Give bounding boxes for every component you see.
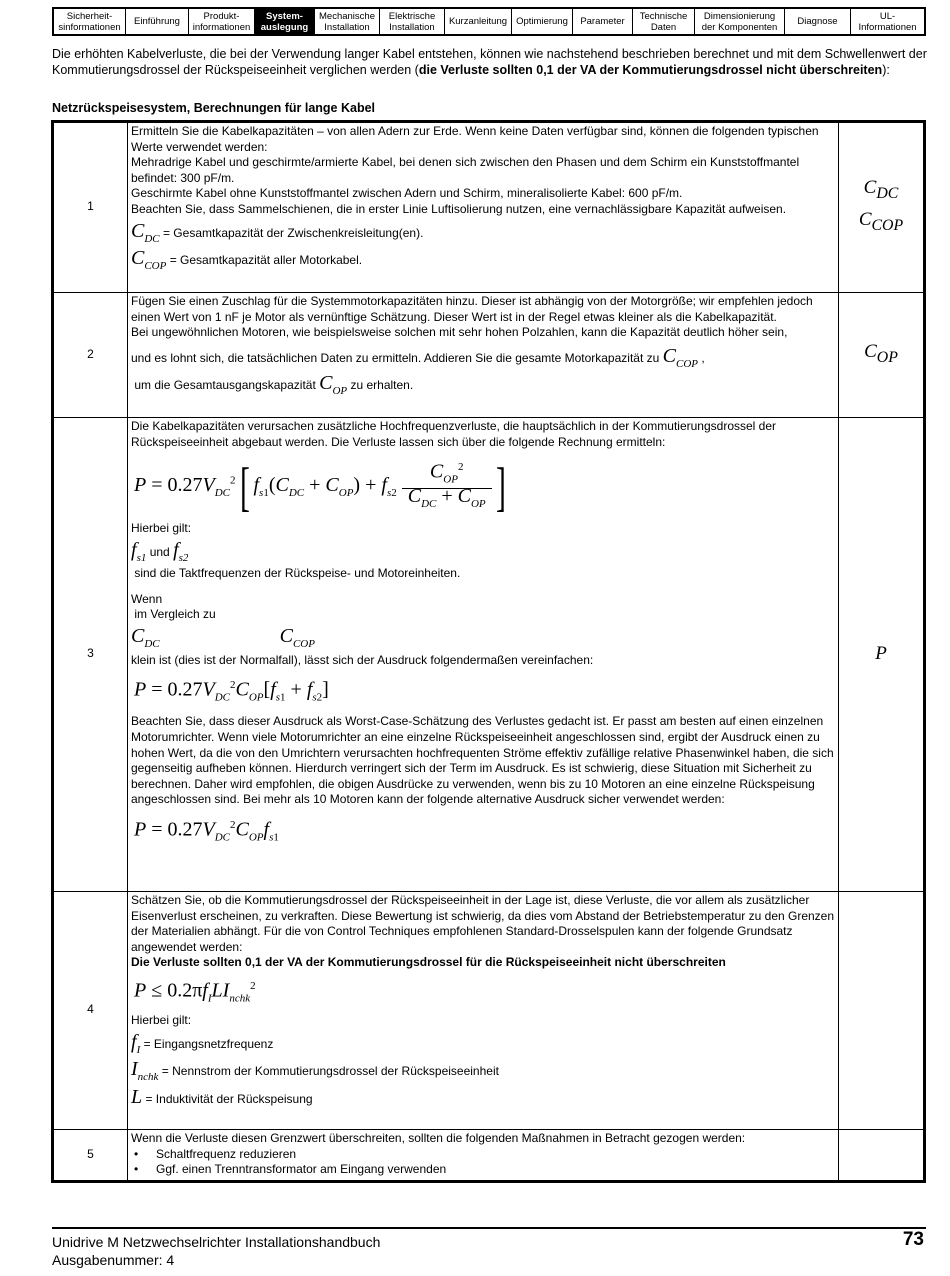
tab-optimierung[interactable]: Optimierung — [512, 9, 573, 34]
formula-simplified: $P = 0.27V_{DC}^2C_{OP}[f_{s1} + f_{s2}]$ — [134, 678, 329, 704]
step-number: 3 — [53, 418, 128, 892]
tab-produktinformationen[interactable]: Produkt- informationen — [189, 9, 255, 34]
step-result: $C_{DC}$ $C_{COP}$ — [839, 122, 925, 293]
list-item: • Ggf. einen Trenntransformator am Eingang verwenden — [131, 1162, 835, 1178]
tab-parameter[interactable]: Parameter — [573, 9, 633, 34]
step-description: Die Kabelkapazitäten verursachen zusätzliche Hochfrequenzverluste, die hauptsächlich in der Kommutierungsdrossel der Rückspeiseeinheit abgebaut werden. Die Verluste lassen sich über die folgende Rechnung ermitteln: $P = 0.27V_{DC}^2$[ $f_{s1}(C_{DC} + C_{OP}) + f_{s2}$ $\frac{C_{OP}^2}{C_{DC} + C_{OP}}$ ] Hierbei gilt: $f_{s1}$ und $f_{s2}$ sind die Taktfrequenzen der Rückspeise- und Motoreinheiten. Wenn im Vergleich zu $C_{DC}$ $C_{COP}$ klein ist (dies ist der Normalfall), lässt sich der Ausdruck folgendermaßen vereinfachen: $P = 0.27V_{DC}^2C_{OP}[f_{s1} + f_{s2}]$ Beachten Sie, dass dieser Ausdruck als Worst-Case-Schätzung des Verlustes gedacht ist. Er passt am besten auf einen einzelnen Motorumrichter. Wenn viele Motorumrichter an eine einzelne Rückspeiseeinheit angeschlossen sind, ergibt der Ausdruck einen zu hohen Wert, da die von den Umrichtern verursachten hochfrequenten Ströme effektiv zufällige relative Phasenwinkel haben, die sich gegenseitig aufheben können. Hierdurch verringert sich der Term im Ausdruck. Es ist schwierig, diese Situation mit Sicherheit zu berechnen. Daher wird empfohlen, die obigen Ausdrücke zu verwenden, wenn bis zu 10 Motoren an eine einzelne Rückspeisung angeschlossen sind. Bei mehr als 10 Motoren kann der folgende alternative Ausdruck sicher verwendet werden: $P = 0.27V_{DC}^2C_{OP}f_{s1}$ — [128, 418, 839, 892]
tab-einfuehrung[interactable]: Einführung — [126, 9, 189, 34]
table-row — [53, 122, 925, 293]
footer-divider — [52, 1227, 926, 1229]
page-number: 73 — [902, 1229, 924, 1250]
step-description: Ermitteln Sie die Kabelkapazitäten – von allen Adern zur Erde. Wenn keine Daten verfügbar sind, können die folgenden typischen Werte verwendet werden: Mehradrige Kabel und geschirmte/armierte Kabel, bei denen sich zwischen den Phasen und dem Schirm ein Kunststoffmantel befindet: 300 pF/m. Geschirmte Kabel ohne Kunststoffmantel zwischen Adern und Schirm, mineralisolierte Kabel: 600 pF/m. Beachten Sie, dass Sammelschienen, die in erster Linie Luftisolierung nutzen, eine vernachlässigbare Kapazität aufweisen. $C_{DC}$ = Gesamtkapazität der Zwischenkreisleitung(en). $C_{COP}$ = Gesamtkapazität aller Motorkabel. — [128, 122, 839, 293]
step-number: 4 — [53, 892, 128, 1130]
formula-limit: $P \le 0.2\pi f_ILI_{nchk}^2$ — [134, 979, 256, 1005]
step-description: Wenn die Verluste diesen Grenzwert überschreiten, sollten die folgenden Maßnahmen in Betracht gezogen werden: • Schaltfrequenz reduzieren • Ggf. einen Trenntransformator am Eingang verwenden — [128, 1130, 839, 1182]
tab-technische-daten[interactable]: Technische Daten — [633, 9, 695, 34]
table-row — [53, 892, 925, 1130]
table-row — [53, 293, 925, 418]
calculation-table — [51, 120, 926, 1183]
section-title: Netzrückspeisesystem, Berechnungen für lange Kabel — [52, 101, 376, 115]
step-description: Fügen Sie einen Zuschlag für die Systemmotorkapazitäten hinzu. Dieser ist abhängig von der Motorgröße; wir empfehlen jedoch einen Wert von 1 nF je Motor als vernünftige Schätzung. Dieser Wert ist in der Regel etwas kleiner als die Kabelkapazität. Bei ungewöhnlichen Motoren, wie beispielsweise solchen mit sehr hohen Polzahlen, kann die Kapazität deutlich höher sein, und es lohnt sich, die tatsächlichen Daten zu ermitteln. Addieren Sie die gesamte Motorkapazität zu $C_{COP}$ , um die Gesamtausgangskapazität $C_{OP}$ zu erhalten. — [128, 293, 839, 418]
tab-diagnose[interactable]: Diagnose — [785, 9, 851, 34]
step-description: Schätzen Sie, ob die Kommutierungsdrossel der Rückspeiseeinheit in der Lage ist, diese Verluste, die vor allem als zusätzlicher Eisenverlust erscheinen, zu verkraften. Diese Bewertung ist schwierig, da dies vom Abstand der Betriebstemperatur zu den Grenzen der Materialien abhängt. Für die von Control Techniques empfohlenen Standard-Drosselspulen kann der folgende Grundsatz angewendet werden: Die Verluste sollten 0,1 der VA der Kommutierungsdrossel für die Rückspeiseeinheit nicht überschreiten $P \le 0.2\pi f_ILI_{nchk}^2$ Hierbei gilt: $f_I$ = Eingangsnetzfrequenz $I_{nchk}$ = Nennstrom der Kommutierungsdrossel der Rückspeiseeinheit L = Induktivität der Rückspeisung — [128, 892, 839, 1130]
section-nav — [52, 7, 926, 36]
step-result — [839, 1130, 925, 1182]
step-result: P — [839, 418, 925, 892]
tab-elektrische-installation[interactable]: Elektrische Installation — [380, 9, 445, 34]
step-number: 1 — [53, 122, 128, 293]
step-number: 5 — [53, 1130, 128, 1182]
step-result — [839, 892, 925, 1130]
tab-sicherheitsinformationen[interactable]: Sicherheit- sinformationen — [54, 9, 126, 34]
tab-dimensionierung[interactable]: Dimensionierung der Komponenten — [695, 9, 785, 34]
list-item: • Schaltfrequenz reduzieren — [131, 1147, 835, 1163]
formula-loss: $P = 0.27V_{DC}^2$[ $f_{s1}(C_{DC} + C_{OP}) + f_{s2}$ $\frac{C_{OP}^2}{C_{DC} + C_{OP}}$ ] — [134, 456, 506, 517]
table-row — [53, 418, 925, 892]
table-row — [53, 1130, 925, 1182]
tab-kurzanleitung[interactable]: Kurzanleitung — [445, 9, 512, 34]
footer-info — [52, 1233, 380, 1269]
issue-number: Ausgabenummer: 4 — [52, 1252, 175, 1268]
step-number: 2 — [53, 293, 128, 418]
intro-paragraph: Die erhöhten Kabelverluste, die bei der Verwendung langer Kabel entstehen, können wie nachstehend beschrieben berechnet und mit dem Schwellenwert der Kommutierungsdrossel der Rückspeiseeinheit verglichen werden (die Verluste sollten 0,1 der VA der Kommutierungsdrossel nicht überschreiten): — [52, 47, 927, 77]
formula-alternative: $P = 0.27V_{DC}^2C_{OP}f_{s1}$ — [134, 818, 279, 844]
document-title: Unidrive M Netzwechselrichter Installationshandbuch — [52, 1234, 381, 1250]
tab-systemauslegung[interactable]: System- auslegung — [255, 9, 315, 34]
tab-mechanische-installation[interactable]: Mechanische Installation — [315, 9, 380, 34]
tab-ul-informationen[interactable]: UL- Informationen — [858, 10, 917, 33]
step-result: $C_{OP}$ — [839, 293, 925, 418]
